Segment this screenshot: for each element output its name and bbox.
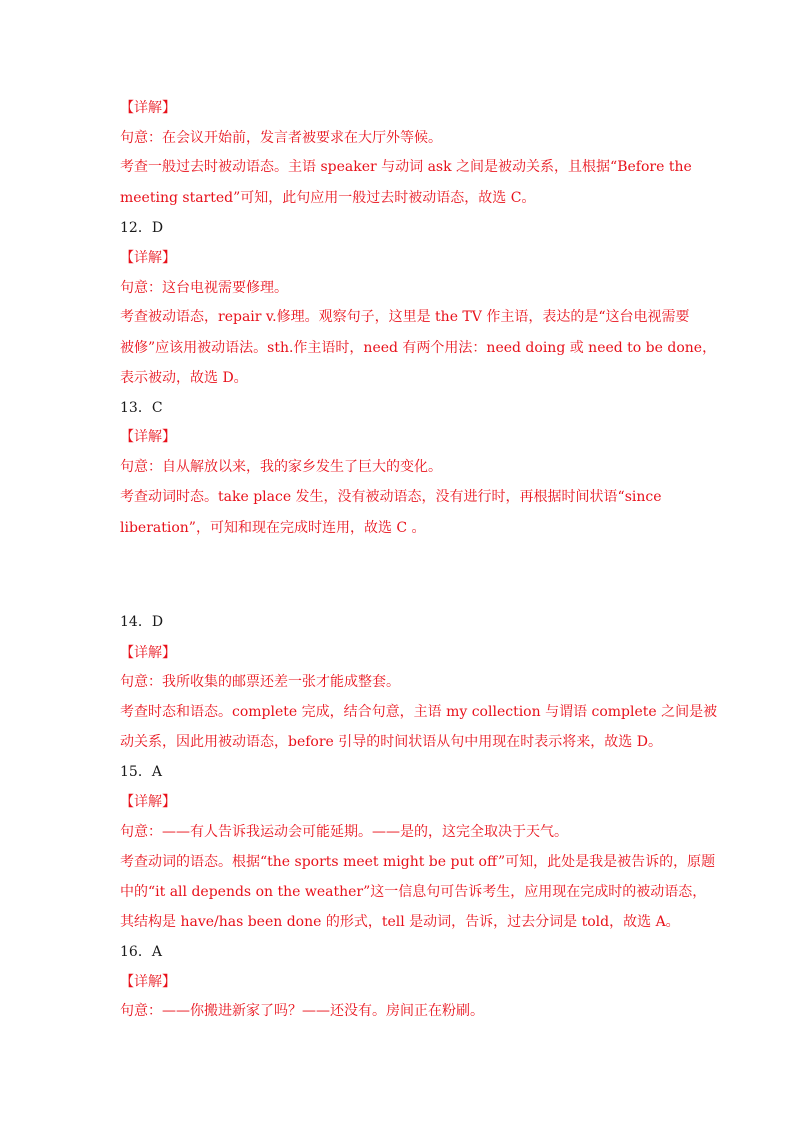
explanation-line: meeting started”可知，此句应用一般过去时被动语态，故选 C。 — [120, 190, 536, 206]
sentence-meaning: 句意：我所收集的邮票还差一张才能成整套。 — [120, 674, 400, 690]
answer-label: 12．D — [120, 220, 164, 236]
answer-label: 16．A — [120, 944, 162, 960]
explanation-line: liberation”，可知和现在完成时连用，故选 C 。 — [120, 520, 426, 536]
explanation-line: 考查时态和语态。complete 完成，结合句意，主语 my collection 与谓语 complete 之间是被 — [120, 704, 718, 720]
explanation-line: 考查动词时态。take place 发生，没有被动语态，没有进行时，再根据时间状语“since — [120, 489, 662, 505]
explanation-line: 表示被动，故选 D。 — [120, 370, 248, 386]
section-tag: 【详解】 — [120, 250, 176, 266]
sentence-meaning: 句意：这台电视需要修理。 — [120, 280, 288, 296]
section-tag: 【详解】 — [120, 429, 176, 445]
section-tag: 【详解】 — [120, 100, 176, 116]
explanation-line: 考查动词的语态。根据“the sports meet might be put off”可知，此处是我是被告诉的，原题 — [120, 854, 716, 870]
sentence-meaning: 句意：在会议开始前，发言者被要求在大厅外等候。 — [120, 130, 442, 146]
answer-label: 13．C — [120, 400, 163, 416]
explanation-line: 动关系，因此用被动语态，before 引导的时间状语从句中用现在时表示将来，故选 D。 — [120, 734, 662, 750]
section-tag: 【详解】 — [120, 974, 176, 990]
sentence-meaning: 句意：——有人告诉我运动会可能延期。——是的，这完全取决于天气。 — [120, 824, 568, 840]
answer-label: 14．D — [120, 614, 164, 630]
section-tag: 【详解】 — [120, 794, 176, 810]
answer-label: 15．A — [120, 764, 162, 780]
explanation-line: 考查被动语态，repair v.修理。观察句子，这里是 the TV 作主语，表达的是“这台电视需要 — [120, 309, 690, 325]
sentence-meaning: 句意：——你搬进新家了吗？——还没有。房间正在粉刷。 — [120, 1003, 484, 1019]
sentence-meaning: 句意：自从解放以来，我的家乡发生了巨大的变化。 — [120, 459, 442, 475]
explanation-line: 中的“it all depends on the weather”这一信息句可告诉考生，应用现在完成时的被动语态， — [120, 884, 707, 900]
explanation-line: 被修”应该用被动语法。sth.作主语时，need 有两个用法：need doing 或 need to be done， — [120, 340, 717, 356]
explanation-line: 考查一般过去时被动语态。主语 speaker 与动词 ask 之间是被动关系，且根据“Before the — [120, 159, 692, 175]
explanation-line: 其结构是 have/has been done 的形式，tell 是动词，告诉，过去分词是 told，故选 A。 — [120, 914, 680, 930]
section-tag: 【详解】 — [120, 645, 176, 661]
